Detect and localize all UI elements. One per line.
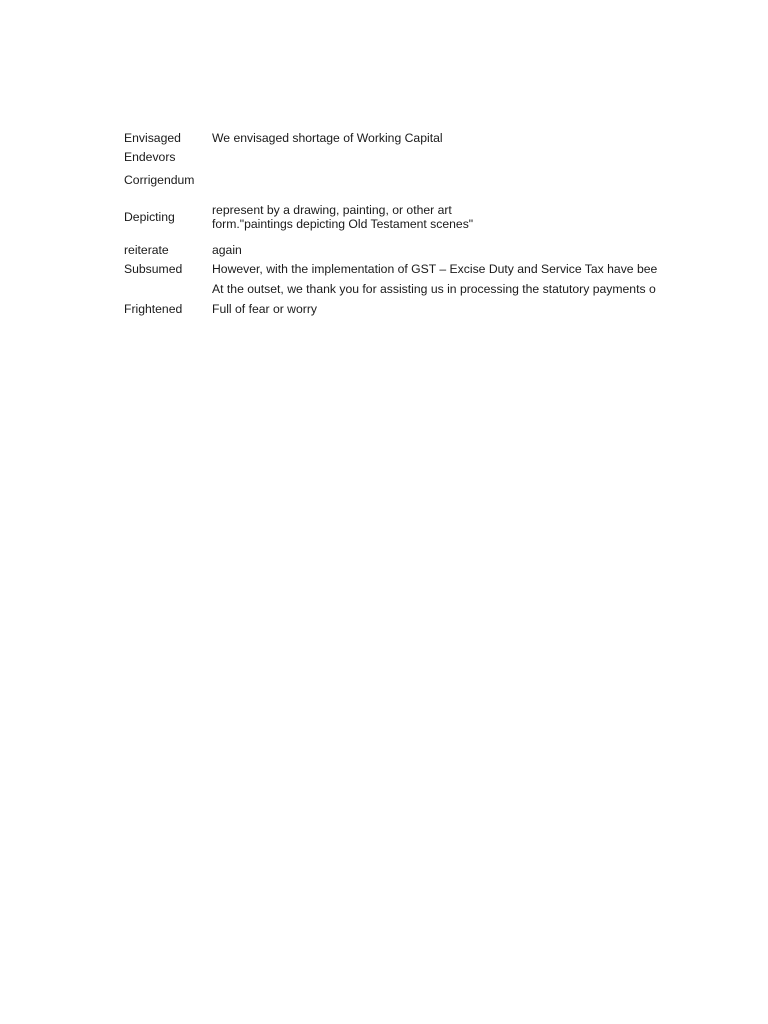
definition-cell: Full of fear or worry — [212, 301, 317, 316]
table-row — [124, 194, 670, 240]
definition-cell: However, with the implementation of GST – Excise Duty and Service Tax have bee — [212, 262, 658, 277]
definition-cell: We envisaged shortage of Working Capital — [212, 130, 443, 145]
table-row — [124, 148, 670, 168]
definition-cell: represent by a drawing, painting, or other art form."paintings depicting Old Testament scenes" — [212, 202, 474, 232]
term-cell: Subsumed — [124, 262, 183, 277]
definition-cell: again — [212, 242, 242, 257]
term-cell: reiterate — [124, 242, 169, 257]
table-row — [124, 260, 670, 280]
term-cell: Endevors — [124, 150, 176, 165]
table-row — [124, 128, 670, 148]
glossary-table — [124, 128, 670, 319]
table-row — [124, 279, 670, 299]
table-row — [124, 299, 670, 319]
table-row — [124, 167, 670, 194]
term-cell: Corrigendum — [124, 173, 195, 188]
term-cell: Frightened — [124, 301, 183, 316]
term-cell: Envisaged — [124, 130, 181, 145]
term-cell: Depicting — [124, 209, 175, 224]
table-row — [124, 240, 670, 260]
definition-cell: At the outset, we thank you for assisting us in processing the statutory payments o — [212, 281, 656, 296]
